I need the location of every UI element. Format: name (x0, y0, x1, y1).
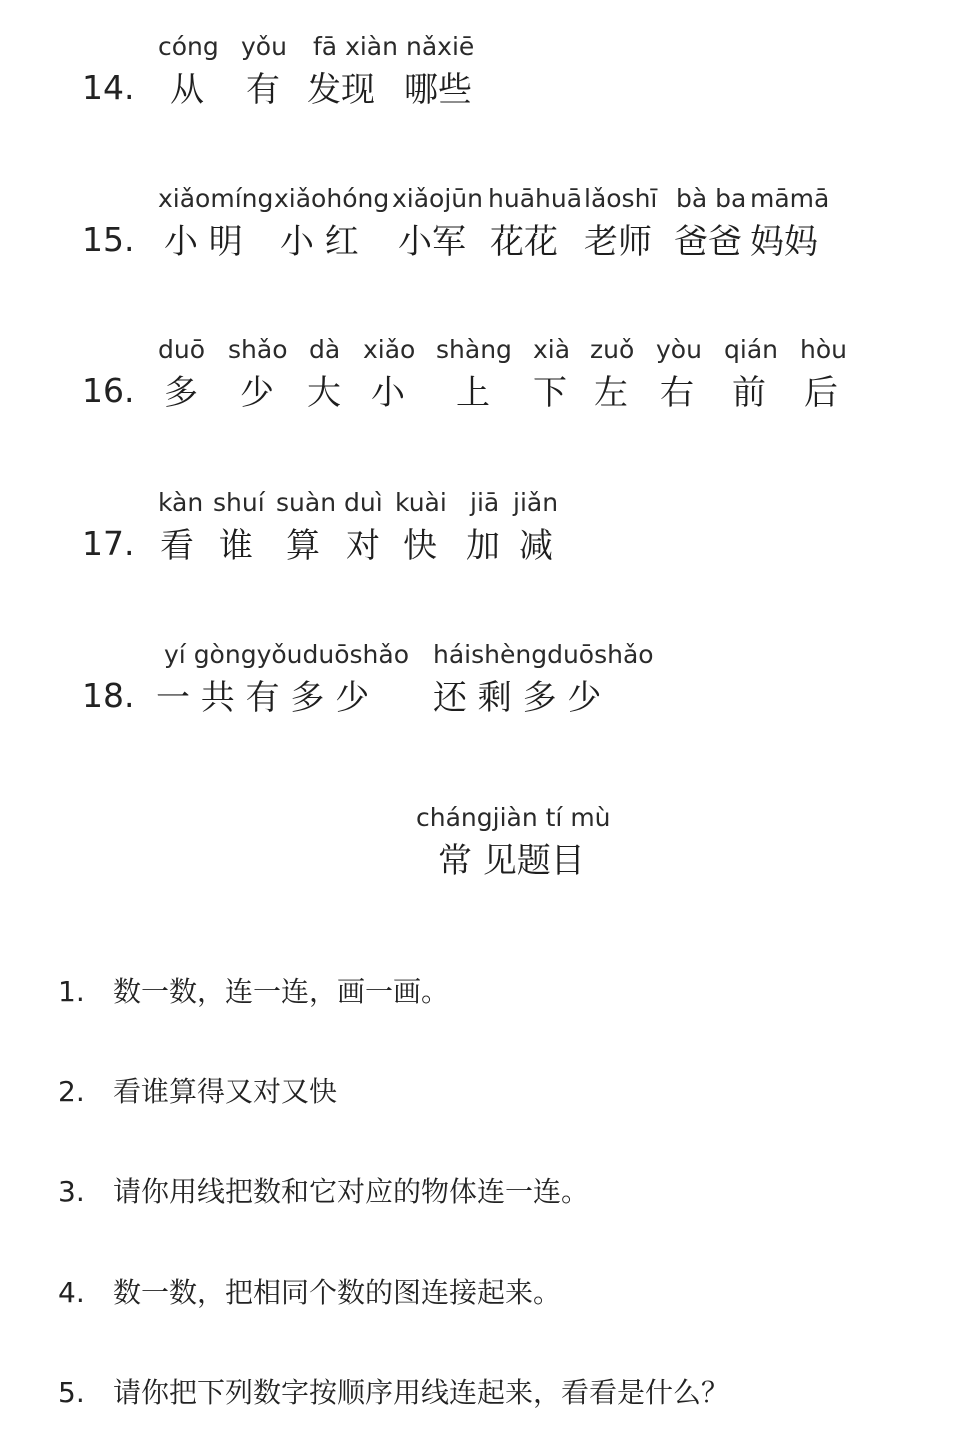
word-you (241, 32, 287, 112)
pinyin: shàng (436, 335, 512, 364)
question-item (58, 1072, 337, 1112)
word-kan (158, 488, 203, 568)
pinyin: fā xiàn (313, 32, 398, 61)
hanzi: 小军 (398, 222, 466, 262)
question-item (58, 1172, 589, 1212)
hanzi: 爸爸 (674, 222, 742, 262)
hanzi: 妈妈 (750, 222, 818, 262)
vocab-row-16 (0, 335, 964, 425)
hanzi: 少 (240, 373, 274, 413)
hanzi: 左 (594, 373, 628, 413)
question-item (58, 1273, 561, 1313)
word-kuai (395, 488, 447, 568)
hanzi: 小 明 (164, 222, 243, 262)
hanzi: 大 (307, 373, 341, 413)
pinyin: duì (344, 488, 383, 517)
hanzi: 后 (804, 373, 838, 413)
row-number: 16. (82, 371, 135, 410)
word-faxian (307, 32, 398, 112)
word-cong (158, 32, 219, 112)
hanzi: 一 共 有 多 少 (156, 678, 370, 718)
section-heading-word (416, 803, 611, 883)
pinyin: qián (724, 335, 778, 364)
pinyin: xià (533, 335, 571, 364)
vocab-row-17 (0, 488, 964, 578)
vocab-row-18 (0, 640, 964, 730)
hanzi: 小 (371, 373, 405, 413)
hanzi: 加 (466, 526, 500, 566)
pinyin: bà ba (676, 184, 747, 213)
pinyin: jiǎn (513, 488, 559, 517)
pinyin: háishèngduōshǎo (433, 640, 654, 669)
hanzi: 发现 (307, 70, 375, 110)
word-duo (158, 335, 205, 415)
hanzi: 从 (170, 70, 204, 110)
pinyin: suàn (276, 488, 337, 517)
word-you-right (656, 335, 702, 415)
word-xiaoming (158, 184, 273, 264)
word-xiao (363, 335, 415, 415)
word-hou (800, 335, 847, 415)
question-number: 2. (58, 1075, 85, 1108)
word-qian (724, 335, 778, 415)
hanzi: 下 (533, 373, 567, 413)
pinyin: duō (158, 335, 206, 364)
word-yigongyouduoshao (156, 640, 409, 720)
pinyin: yòu (656, 335, 702, 364)
question-text: 请你把下列数字按顺序用线连起来，看看是什么？ (113, 1376, 730, 1409)
word-zuo (590, 335, 634, 415)
pinyin: dà (309, 335, 341, 364)
pinyin: xiǎo (363, 335, 416, 364)
hanzi: 有 (246, 70, 280, 110)
word-jian (513, 488, 558, 568)
pinyin: xiǎomíng (158, 184, 274, 213)
row-number: 18. (82, 676, 135, 715)
hanzi: 花花 (490, 222, 558, 262)
pinyin: hòu (800, 335, 847, 364)
pinyin: yǒu (241, 32, 287, 61)
hanzi: 减 (519, 526, 553, 566)
question-number: 4. (58, 1276, 85, 1309)
pinyin: māmā (750, 184, 830, 213)
hanzi: 看 (160, 526, 194, 566)
hanzi: 老师 (584, 222, 652, 262)
pinyin: cóng (158, 32, 219, 61)
row-number: 14. (82, 68, 135, 107)
question-item (58, 972, 449, 1012)
section-title: 常 见题目 (438, 841, 585, 881)
question-text: 看谁算得又对又快 (113, 1075, 338, 1108)
word-laoshi (584, 184, 657, 264)
row-number: 17. (82, 524, 135, 563)
vocab-row-14 (0, 32, 964, 122)
pinyin: nǎxiē (406, 32, 475, 61)
pinyin: shuí (213, 488, 265, 517)
question-number: 3. (58, 1175, 85, 1208)
word-shang (436, 335, 512, 415)
question-text: 数一数，把相同个数的图连接起来。 (113, 1276, 562, 1309)
pinyin: jiā (470, 488, 500, 517)
word-da (309, 335, 341, 415)
question-number: 5. (58, 1376, 85, 1409)
pinyin: zuǒ (590, 335, 635, 364)
hanzi: 快 (403, 526, 437, 566)
question-number: 1. (58, 975, 85, 1008)
word-shui (213, 488, 265, 568)
hanzi: 前 (732, 373, 766, 413)
word-jia (466, 488, 500, 568)
hanzi: 算 (286, 526, 320, 566)
hanzi: 谁 (219, 526, 253, 566)
pinyin: lǎoshī (584, 184, 658, 213)
word-huahua (488, 184, 582, 264)
pinyin: kàn (158, 488, 204, 517)
word-naxie (406, 32, 474, 112)
word-haishengduoshao (433, 640, 654, 720)
word-xiaojun (392, 184, 483, 264)
question-text: 数一数，连一连，画一画。 (113, 975, 450, 1008)
hanzi: 上 (456, 373, 490, 413)
pinyin: xiǎohóng (274, 184, 390, 213)
pinyin: xiǎojūn (392, 184, 483, 213)
word-shao (228, 335, 288, 415)
pinyin: huāhuā (488, 184, 583, 213)
hanzi: 哪些 (404, 70, 472, 110)
pinyin: shǎo (228, 335, 288, 364)
word-suan (276, 488, 336, 568)
hanzi: 还 剩 多 少 (433, 678, 602, 718)
word-dui (344, 488, 383, 568)
word-xia (533, 335, 570, 415)
question-text: 请你用线把数和它对应的物体连一连。 (113, 1175, 590, 1208)
section-heading (0, 803, 964, 893)
question-item (58, 1373, 729, 1413)
hanzi: 右 (660, 373, 694, 413)
word-baba (676, 184, 746, 264)
hanzi: 多 (164, 373, 198, 413)
vocab-row-15 (0, 184, 964, 274)
pinyin: yí gòngyǒuduōshǎo (164, 640, 409, 669)
word-mama (750, 184, 829, 264)
pinyin: kuài (395, 488, 447, 517)
hanzi: 小 红 (280, 222, 359, 262)
hanzi: 对 (346, 526, 380, 566)
section-pinyin: chángjiàn tí mù (416, 803, 611, 832)
row-number: 15. (82, 220, 135, 259)
word-xiaohong (274, 184, 389, 264)
